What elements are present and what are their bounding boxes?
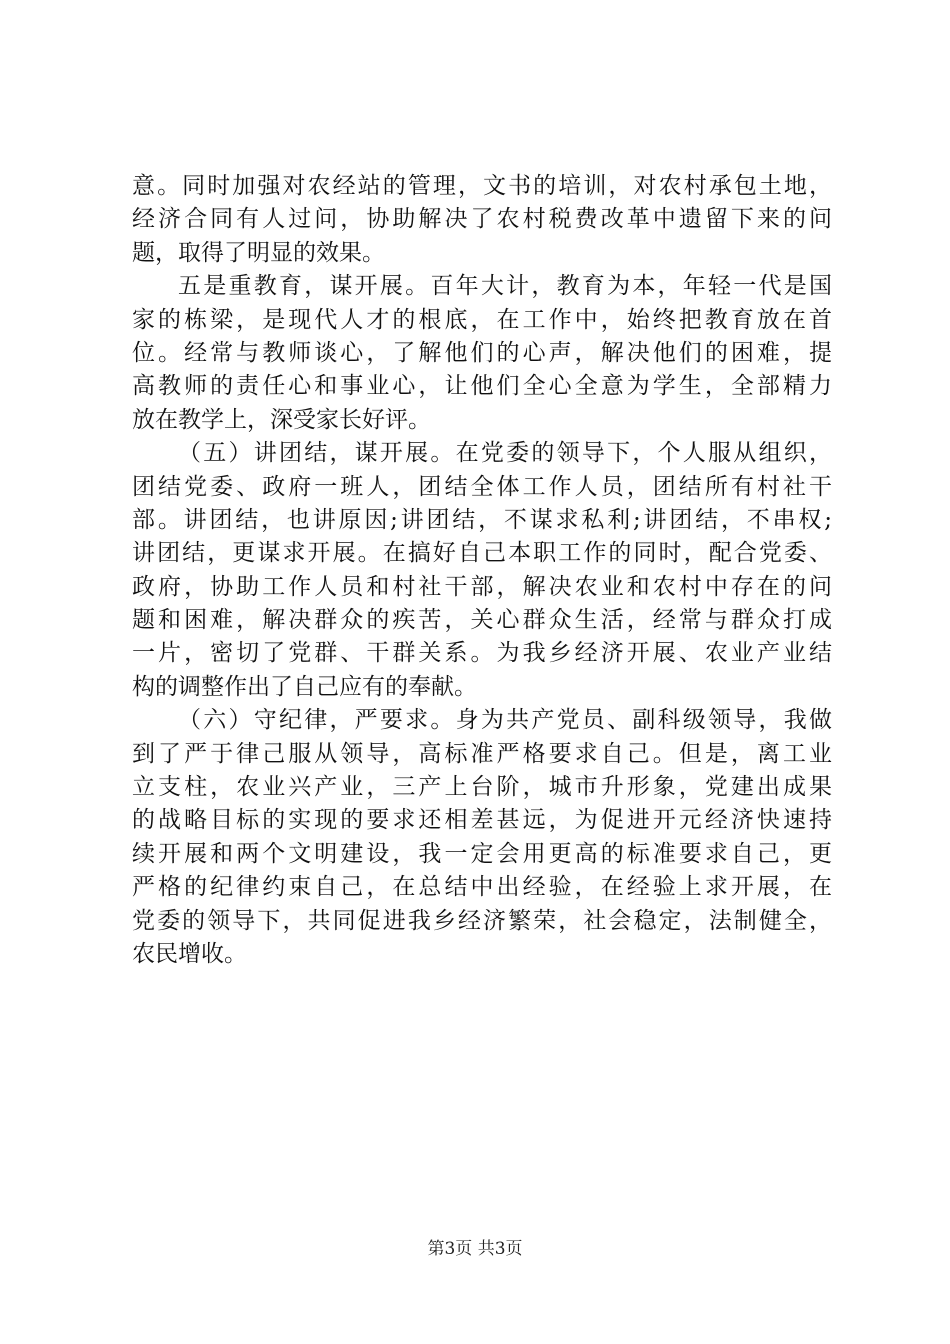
- text-line: 到了严于律己服从领导，高标准严格要求自己。但是，离工业: [132, 740, 832, 767]
- text-line: 构的调整作出了自己应有的奉献。: [132, 673, 477, 700]
- text-line: 党委的领导下，共同促进我乡经济繁荣，社会稳定，法制健全，: [132, 907, 832, 934]
- text-line: 严格的纪律约束自己，在总结中出经验，在经验上求开展，在: [132, 874, 832, 901]
- text-line: 续开展和两个文明建设，我一定会用更高的标准要求自己，更: [132, 840, 832, 867]
- text-line: 的战略目标的实现的要求还相差甚远，为促进开元经济快速持: [132, 807, 832, 834]
- text-line: 一片，密切了党群、干群关系。为我乡经济开展、农业产业结: [132, 640, 832, 667]
- text-line: 团结党委、政府一班人，团结全体工作人员，团结所有村社干: [132, 473, 832, 500]
- page-footer: 第3页 共3页: [427, 1239, 523, 1259]
- text-line: 政府，协助工作人员和村社干部，解决农业和农村中存在的问: [132, 573, 832, 600]
- text-line: 题，取得了明显的效果。: [132, 239, 385, 266]
- text-line: 农民增收。: [132, 940, 247, 967]
- text-line: 意。同时加强对农经站的管理，文书的培训，对农村承包土地，: [132, 173, 832, 199]
- text-line: （六）守纪律，严要求。身为共产党员、副科级领导，我做: [178, 707, 832, 734]
- text-line: 放在教学上，深受家长好评。: [132, 406, 431, 433]
- text-line: 立支柱，农业兴产业，三产上台阶，城市升形象，党建出成果: [132, 774, 832, 801]
- text-line: 题和困难，解决群众的疾苦，关心群众生活，经常与群众打成: [132, 607, 832, 634]
- text-line: 部。讲团结，也讲原因;讲团结，不谋求私利;讲团结，不串权;: [132, 506, 832, 533]
- text-line: 位。经常与教师谈心，了解他们的心声，解决他们的困难，提: [132, 339, 832, 366]
- text-line: 高教师的责任心和事业心，让他们全心全意为学生，全部精力: [132, 373, 832, 400]
- text-line: 经济合同有人过问，协助解决了农村税费改革中遗留下来的问: [132, 206, 832, 233]
- body-text: [132, 170, 832, 971]
- text-line: 五是重教育，谋开展。百年大计，教育为本，年轻一代是国: [178, 273, 832, 300]
- text-line: 家的栋梁，是现代人才的根底，在工作中，始终把教育放在首: [132, 306, 832, 333]
- text-line: 讲团结，更谋求开展。在搞好自己本职工作的同时，配合党委、: [132, 540, 832, 567]
- text-line: （五）讲团结，谋开展。在党委的领导下，个人服从组织，: [178, 440, 832, 467]
